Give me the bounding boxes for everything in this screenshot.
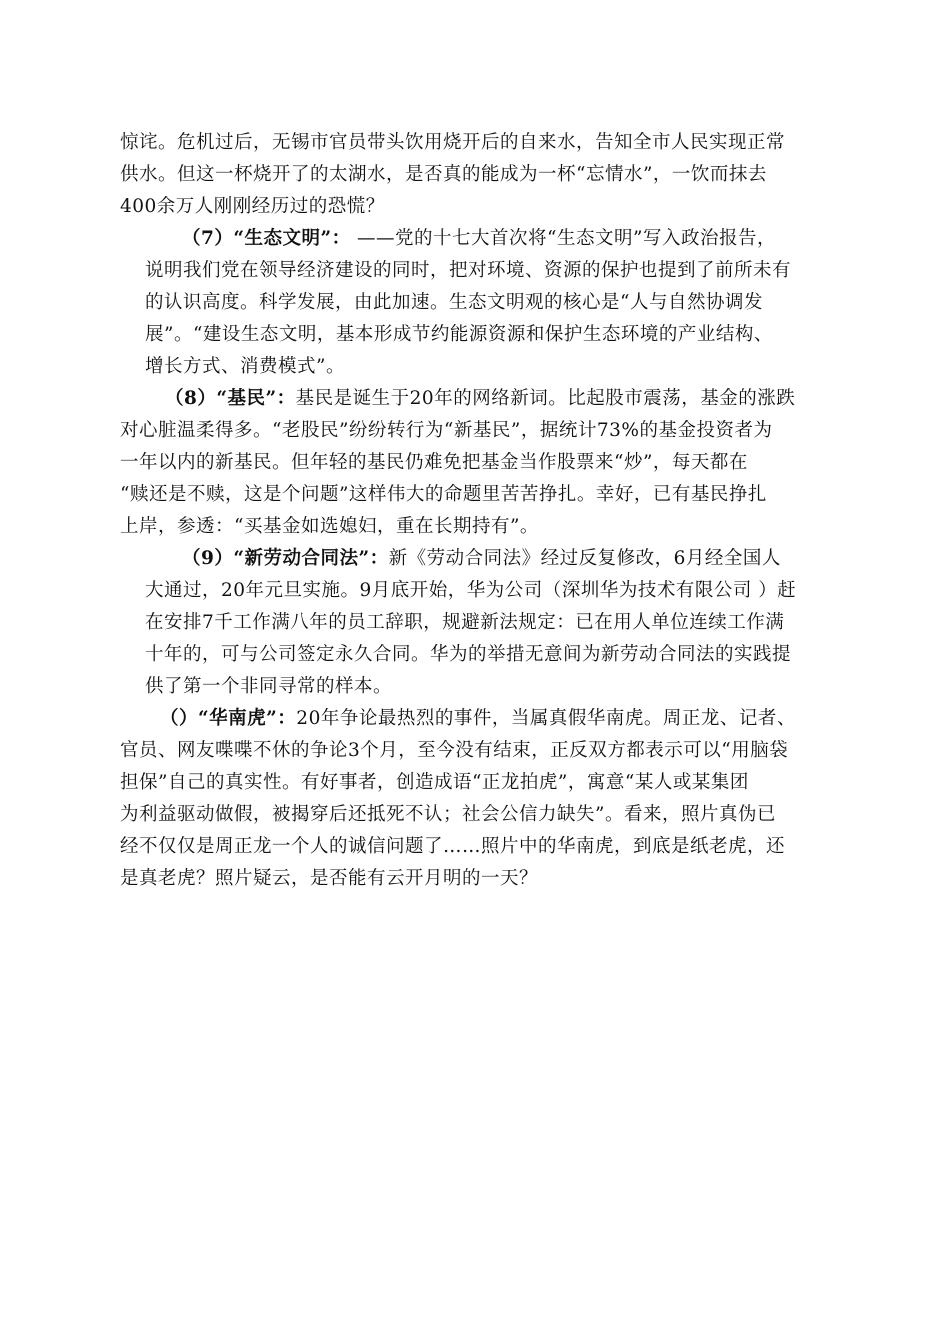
text-line (165, 387, 795, 411)
text-line: 增长方式、消费模式”。 (145, 356, 345, 377)
text-line: “赎还是不赎，这是个问题”这样伟大的命题里苦苦挣扎。幸好，已有基民挣扎 (120, 484, 767, 505)
section-heading: （）“华南虎”： (160, 708, 297, 729)
text-line: 对心脏温柔得多。“老股民”纷纷转行为“新基民”，据统计73%的基金投资者为 (120, 420, 773, 441)
section-heading: （7）“生态文明”： (182, 228, 351, 249)
text-line: 担保”自己的真实性。有好事者，创造成语“正龙拍虎”，寓意“某人或某集团 (120, 772, 749, 793)
text-line: 一年以内的新基民。但年轻的基民仍难免把基金当作股票来“炒”，每天都在 (120, 452, 748, 473)
section-heading: （8）“基民”： (165, 388, 296, 409)
paragraph-text: 新《劳动合同法》经过反复修改，6月经全国人 (388, 548, 781, 569)
text-line: 经不仅仅是周正龙一个人的诚信问题了……照片中的华南虎，到底是纸老虎，还 (120, 836, 786, 857)
paragraph-text: 基民是诞生于20年的网络新词。比起股市震荡，基金的涨跌 (295, 388, 796, 409)
text-line: 在安排7千工作满八年的员工辞职，规避新法规定：已在用人单位连续工作满 (145, 612, 785, 633)
text-line: 400余万人刚刚经历过的恐慌？ (120, 196, 385, 217)
text-line: 的认识高度。科学发展，由此加速。生态文明观的核心是“人与自然协调发 (145, 292, 763, 313)
text-line: 展”。“建设生态文明，基本形成节约能源资源和保护生态环境的产业结构、 (145, 324, 773, 345)
text-line: 为利益驱动做假，被揭穿后还抵死不认；社会公信力缺失”。看来，照片真伪已 (120, 804, 776, 825)
text-line: 十年的，可与公司签定永久合同。华为的举措无意间为新劳动合同法的实践提 (145, 644, 792, 665)
paragraph-text: 20年争论最热烈的事件，当属真假华南虎。周正龙、记者、 (296, 708, 796, 729)
text-line: 惊诧。危机过后，无锡市官员带头饮用烧开后的自来水，告知全市人民实现正常 (120, 132, 786, 153)
text-line: 上岸，参透：“买基金如选媳妇，重在长期持有”。 (120, 516, 539, 537)
section-heading: （9）“新劳动合同法”： (182, 548, 389, 569)
paragraph-text: ——党的十七大首次将“生态文明”写入政治报告， (350, 228, 776, 249)
text-line: 说明我们党在领导经济建设的同时，把对环境、资源的保护也提到了前所未有 (145, 260, 792, 281)
text-line: 供了第一个非同寻常的样本。 (145, 676, 393, 697)
text-line: 是真老虎？照片疑云，是否能有云开月明的一天？ (120, 868, 539, 889)
text-line (182, 547, 781, 571)
text-line (160, 707, 796, 731)
text-line (182, 227, 776, 251)
text-line: 官员、网友喋喋不休的争论3个月，至今没有结束，正反双方都表示可以“用脑袋 (120, 740, 789, 761)
text-line: 供水。但这一杯烧开了的太湖水，是否真的能成为一杯“忘情水”，一饮而抹去 (120, 164, 767, 185)
text-line: 大通过，20年元旦实施。9月底开始，华为公司（深圳华为技术有限公司 ）赶 (145, 580, 797, 601)
